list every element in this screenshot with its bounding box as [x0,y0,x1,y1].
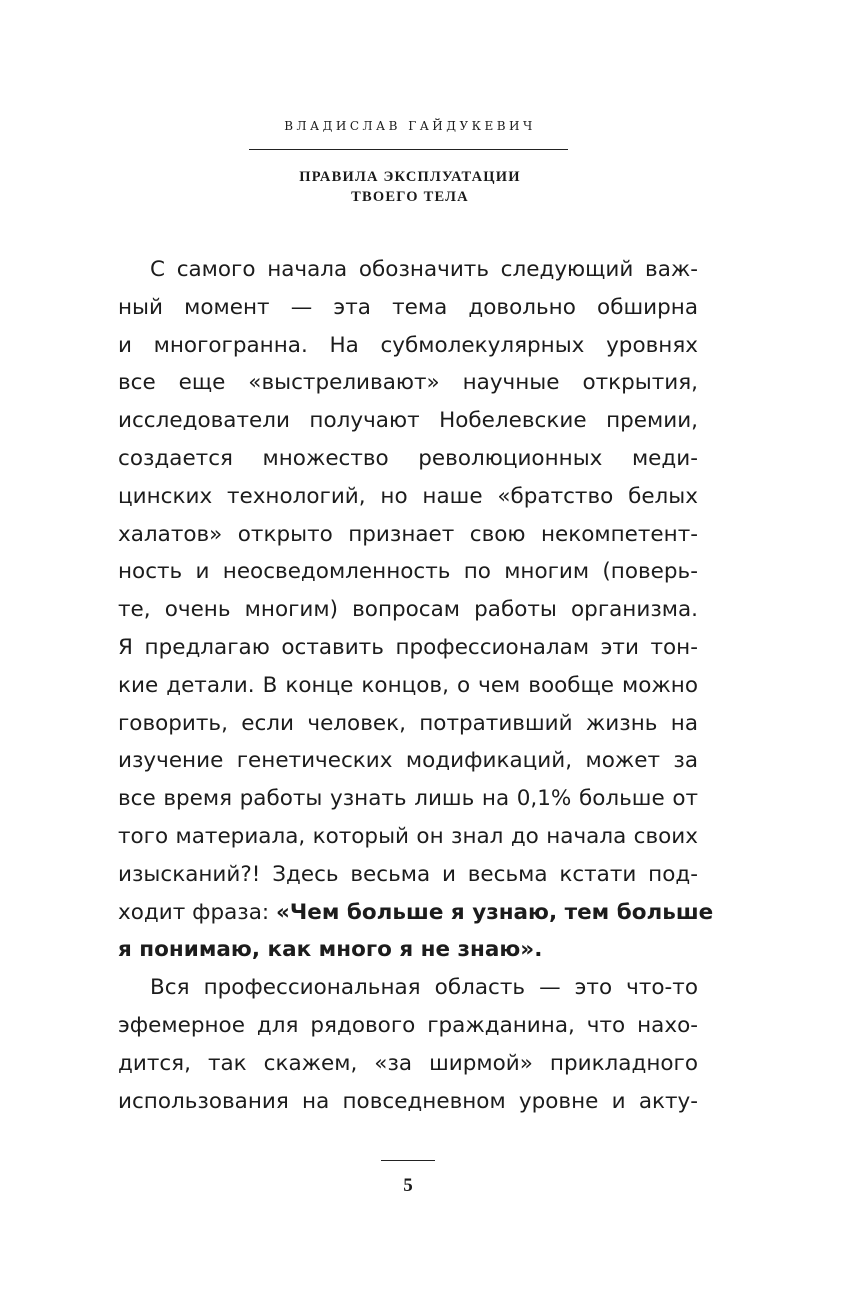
text-line: того материала, который он знал до начала своих [118,823,698,849]
text-plain: ходит фраза: [118,899,276,925]
text-line: Вся профессиональная область — это что-то [150,975,698,1001]
text-line: создается множество революционных меди- [118,445,698,471]
running-header-author: ВЛАДИСЛАВ ГАЙДУКЕВИЧ [284,119,536,133]
text-line-quote-end: я понимаю, как много я не знаю». [118,937,543,963]
text-line: изучение генетических модификаций, может за [118,748,698,774]
text-line: кие детали. В конце концов, о чем вообще можно [118,672,698,698]
footer-divider [381,1160,435,1161]
paragraph-1 [118,251,714,969]
body-text [118,251,714,1120]
title-line-2: ТВОЕГО ТЕЛА [351,189,469,205]
title-line-1: ПРАВИЛА ЭКСПЛУАТАЦИИ [299,169,521,185]
running-header-title [230,167,590,207]
text-line-quote-start [118,894,714,932]
text-line: исследователи получают Нобелевские премии, [118,408,698,434]
text-line: дится, так скажем, «за ширмой» прикладного [118,1050,698,1076]
text-line: халатов» открыто признает свою некомпетент- [118,521,698,547]
text-line: ный момент — эта тема довольно обширна [118,294,698,320]
page-number: 5 [403,1175,413,1196]
text-line: С самого начала обозначить следующий важ- [150,257,698,282]
text-line: Я предлагаю оставить профессионалам эти тон- [118,634,698,660]
text-line: все еще «выстреливают» научные открытия, [118,370,698,396]
text-line: цинских технологий, но наше «братство белых [118,483,698,509]
header-divider [249,149,568,150]
text-line: те, очень многим) вопросам работы организма. [118,597,698,623]
text-line: эфемерное для рядового гражданина, что нахо- [118,1012,698,1038]
paragraph-2 [118,969,698,1120]
text-line: и многогранна. На субмолекулярных уровнях [118,332,698,358]
text-line: ность и неосведомленность по многим (поверь- [118,559,698,585]
text-line: все время работы узнать лишь на 0,1% больше от [118,786,698,812]
text-line: говорить, если человек, потративший жизнь на [118,710,698,736]
quote-bold: «Чем больше я узнаю, тем больше [275,899,714,925]
text-line: изысканий?! Здесь весьма и весьма кстати под- [118,861,698,887]
text-line: использования на повседневном уровне и акту- [118,1088,698,1114]
